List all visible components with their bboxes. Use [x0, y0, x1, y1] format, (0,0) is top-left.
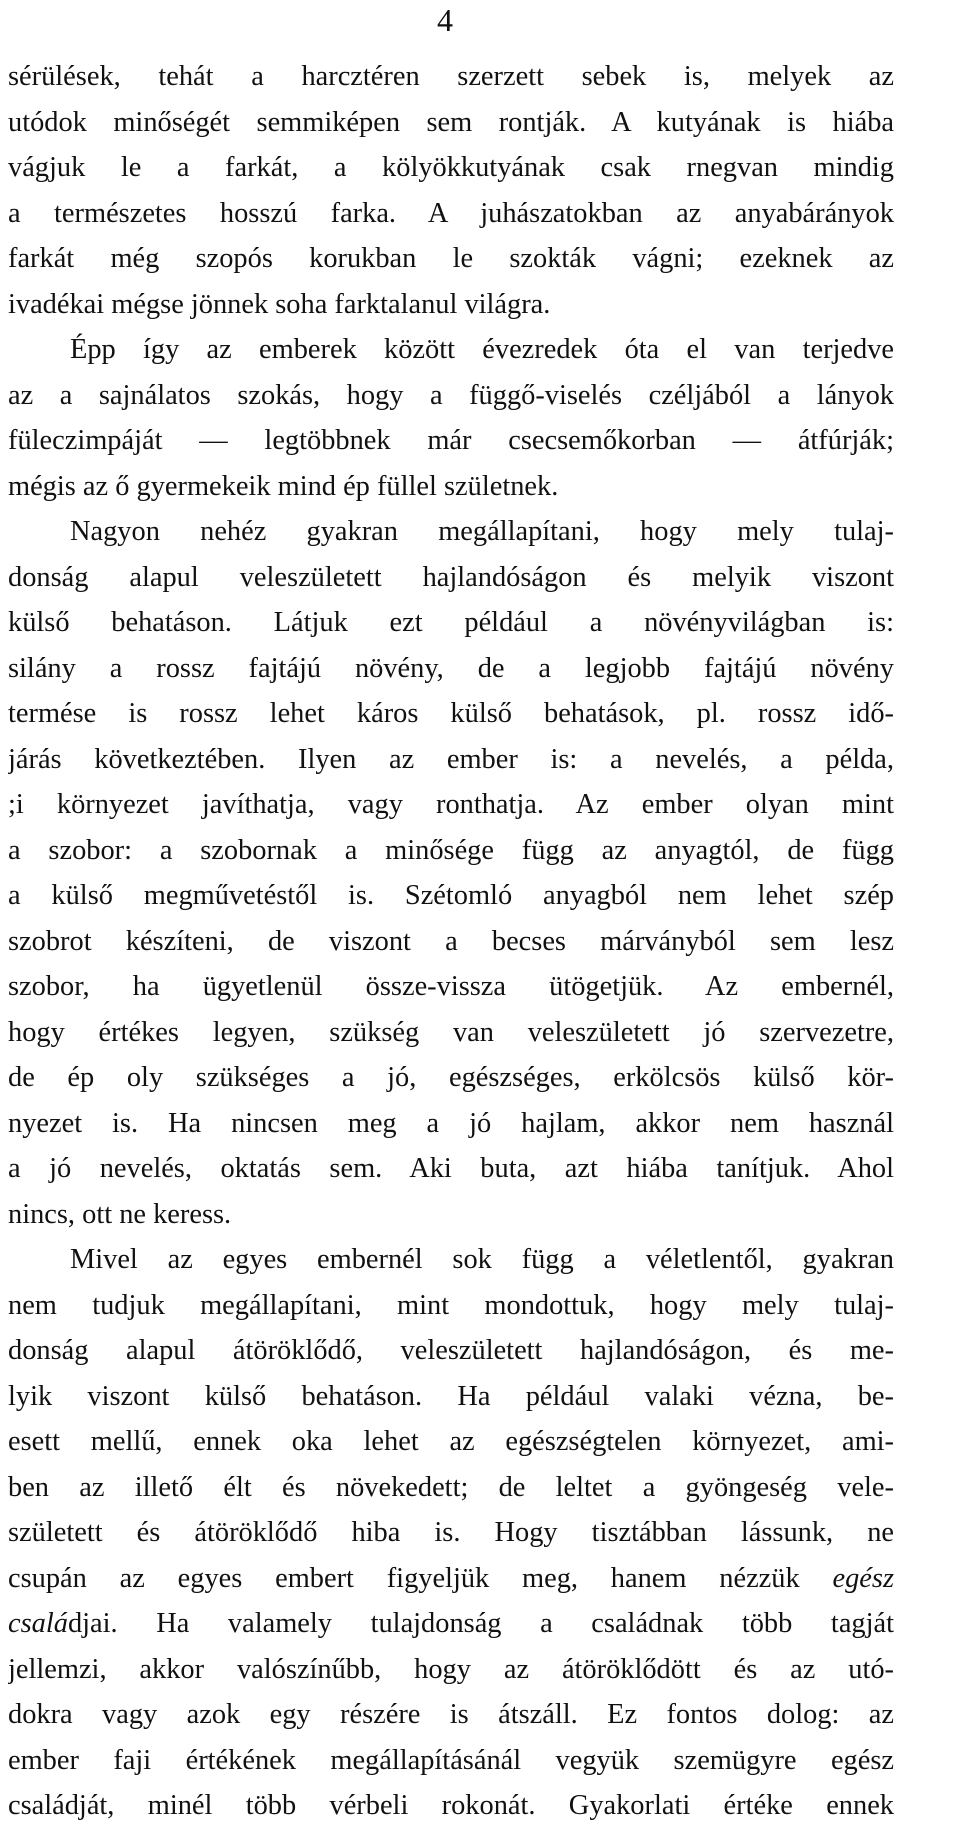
text-line: [8, 1738, 894, 1784]
line-text: Mivel az egyes embernél sok függ a véletlentől, gyakran: [70, 1244, 894, 1275]
text-line: [8, 282, 894, 328]
line-text: termése is rossz lehet káros külső behatások, pl. rossz idő-: [8, 698, 894, 729]
line-text: nem tudjuk megállapítani, mint mondottuk, hogy mely tulaj-: [8, 1289, 894, 1321]
text-line: [8, 1419, 894, 1465]
text-line: [8, 1692, 894, 1738]
text-line: [8, 145, 894, 191]
line-text: ember faji értékének megállapításánál vegyük szemügyre egész: [8, 1744, 894, 1776]
text-line: [8, 418, 894, 464]
text-line: [8, 327, 894, 373]
text-line: [8, 191, 894, 237]
text-line: [8, 1146, 894, 1192]
line-text: esett mellű, ennek oka lehet az egészségtelen környezet, ami-: [8, 1426, 894, 1457]
text-line: [8, 1010, 894, 1056]
text-line: [8, 1465, 894, 1511]
line-text: csupán az egyes embert figyeljük meg, hanem nézzük: [8, 1562, 800, 1594]
text-line: [8, 54, 894, 100]
line-text: Épp így az emberek között évezredek óta el van terjedve: [70, 334, 894, 365]
text-line: [8, 828, 894, 874]
text-line: [8, 1237, 894, 1283]
text-line: [8, 600, 894, 646]
line-text: ;i környezet javíthatja, vagy ronthatja. Az ember olyan mint: [8, 789, 894, 820]
line-text: családját, minél több vérbeli rokonát. Gyakorlati értéke ennek: [8, 1790, 894, 1821]
line-text: farkát még szopós korukban le szokták vágni; ezeknek az: [8, 243, 894, 274]
text-line: [8, 1510, 894, 1556]
line-text: donság alapul veleszületett hajlandóságon és melyik viszont: [8, 561, 894, 593]
text-line: [8, 737, 894, 783]
line-text: djai. Ha valamely tulajdonság a családnak több tagját: [67, 1608, 894, 1639]
line-text: a szobor: a szobornak a minősége függ az anyagtól, de függ: [8, 834, 894, 866]
text-line: [8, 1055, 894, 1101]
text-line: [8, 1556, 894, 1602]
line-text: utódok minőségét semmiképen sem rontják. A kutyának is hiába: [8, 106, 894, 138]
text-line: [8, 555, 894, 601]
line-text: járás következtében. Ilyen az ember is: a nevelés, a példa,: [8, 743, 894, 775]
line-text: szobor, ha ügyetlenül össze-vissza ütögetjük. Az embernél,: [8, 971, 894, 1002]
text-line: [8, 1647, 894, 1693]
text-line: [8, 1328, 894, 1374]
text-line: [8, 691, 894, 737]
line-text: szobrot készíteni, de viszont a becses márványból sem lesz: [8, 925, 894, 957]
line-text: a jó nevelés, oktatás sem. Aki buta, azt hiába tanítjuk. Ahol: [8, 1153, 894, 1184]
italic-text: egész: [832, 1562, 894, 1594]
text-line: [8, 373, 894, 419]
line-text: sérülések, tehát a harcztéren szerzett sebek is, melyek az: [8, 61, 894, 92]
text-line: [8, 964, 894, 1010]
text-line: [8, 1192, 894, 1238]
text-line: [8, 646, 894, 692]
text-line: [8, 919, 894, 965]
line-text: donság alapul átöröklődő, veleszületett hajlandóságon, és me-: [8, 1335, 894, 1366]
text-line: [8, 1783, 894, 1829]
line-text: nincs, ott ne keress.: [8, 1198, 232, 1230]
line-text: a természetes hosszú farka. A juhászatokban az anyabárányok: [8, 197, 894, 229]
text-line: [8, 509, 894, 555]
line-text: született és átöröklődő hiba is. Hogy tisztábban lássunk, ne: [8, 1517, 894, 1548]
line-text: dokra vagy azok egy részére is átszáll. Ez fontos dolog: az: [8, 1699, 894, 1730]
text-line: [8, 236, 894, 282]
text-line: [8, 873, 894, 919]
text-line: [8, 1601, 894, 1647]
line-text: nyezet is. Ha nincsen meg a jó hajlam, akkor nem használ: [8, 1107, 894, 1139]
line-text: az a sajnálatos szokás, hogy a függő-viselés czéljából a lányok: [8, 379, 894, 411]
page-number: 4: [437, 2, 453, 38]
body-text: [8, 54, 894, 1829]
line-text: Nagyon nehéz gyakran megállapítani, hogy mely tulaj-: [70, 516, 894, 547]
line-text: jellemzi, akkor valószínűbb, hogy az átöröklődött és az utó-: [8, 1653, 894, 1685]
text-line: [8, 464, 894, 510]
line-text: vágjuk le a farkát, a kölyökkutyának csak rnegvan mindig: [8, 152, 894, 183]
line-text: füleczimpáját — legtöbbnek már csecsemőkorban — átfúrják;: [8, 425, 894, 456]
text-line: [8, 782, 894, 828]
text-line: [8, 1283, 894, 1329]
line-text: ivadékai mégse jönnek soha farktalanul világra.: [8, 288, 551, 320]
line-text: silány a rossz fajtájú növény, de a legjobb fajtájú növény: [8, 652, 894, 684]
italic-text: csalá: [8, 1608, 68, 1639]
line-text: hogy értékes legyen, szükség van veleszületett jó szervezetre,: [8, 1016, 894, 1048]
text-line: [8, 1374, 894, 1420]
line-text: a külső megművetéstől is. Szétomló anyagból nem lehet szép: [8, 880, 894, 911]
line-text: de ép oly szükséges a jó, egészséges, erkölcsös külső kör-: [8, 1062, 894, 1093]
line-text: ben az illető élt és növekedett; de leltet a gyöngeség vele-: [8, 1471, 894, 1503]
text-line: [8, 1101, 894, 1147]
line-text: lyik viszont külső behatáson. Ha például valaki vézna, be-: [8, 1380, 894, 1412]
line-text: mégis az ő gyermekeik mind ép füllel születnek.: [8, 470, 559, 502]
line-text: külső behatáson. Látjuk ezt például a növényvilágban is:: [8, 607, 894, 638]
text-line: [8, 100, 894, 146]
